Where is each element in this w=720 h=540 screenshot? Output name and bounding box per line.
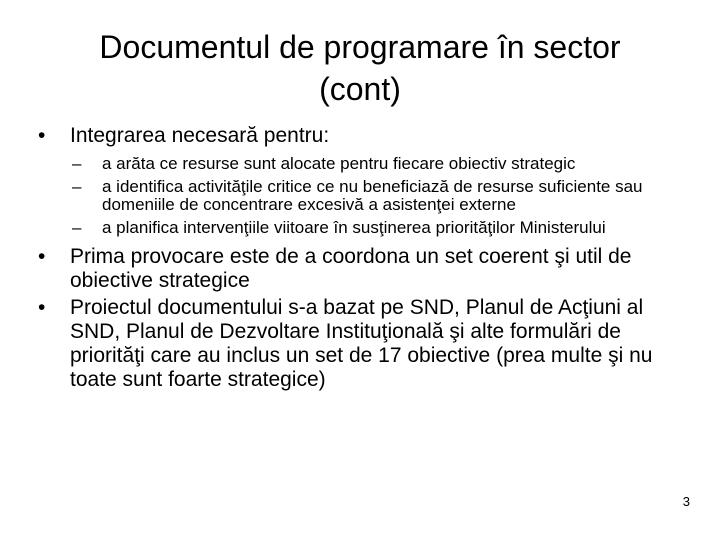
page-number: 3 (682, 494, 690, 509)
bullet-item-3 (0, 296, 720, 392)
sub-bullet-item-1 (0, 155, 690, 173)
bullet-icon: • (38, 124, 46, 147)
sub-bullet-text: a planifica intervenţiile viitoare în susţinerea priorităţilor Ministerului (102, 218, 606, 237)
slide-title-line-2: (cont) (319, 71, 401, 107)
sub-bullet-text: a arăta ce resurse sunt alocate pentru fiecare obiectiv strategic (102, 154, 576, 173)
dash-icon: – (72, 177, 82, 196)
slide-title (0, 26, 720, 110)
bullet-text: Proiectul documentului s-a bazat pe SND, Planul de Acţiuni al SND, Planul de Dezvoltare Instituţională şi alte formulări de priorităţi care au inclus un set de 17 obiective (prea multe şi nu toate sunt foarte strategice) (70, 296, 653, 391)
bullet-text: Integrarea necesară pentru: (70, 124, 330, 147)
dash-icon: – (72, 154, 82, 173)
bullet-text: Prima provocare este de a coordona un set coerent şi util de obiective strategice (70, 245, 632, 292)
bullet-item-2 (0, 245, 720, 293)
sub-bullet-text: a identifica activităţile critice ce nu beneficiază de resurse suficiente sau domeniile de concentrare excesivă a asistenţei externe (102, 177, 643, 214)
sub-bullet-item-3 (0, 219, 690, 237)
sub-bullet-list (70, 155, 690, 237)
bullet-item-1 (0, 124, 720, 237)
bullet-icon: • (38, 296, 46, 319)
slide-title-line-1: Documentul de programare în sector (99, 29, 621, 65)
bullet-icon: • (38, 245, 46, 268)
slide-body-list (0, 124, 720, 392)
sub-bullet-item-2 (0, 178, 690, 214)
dash-icon: – (72, 218, 82, 237)
